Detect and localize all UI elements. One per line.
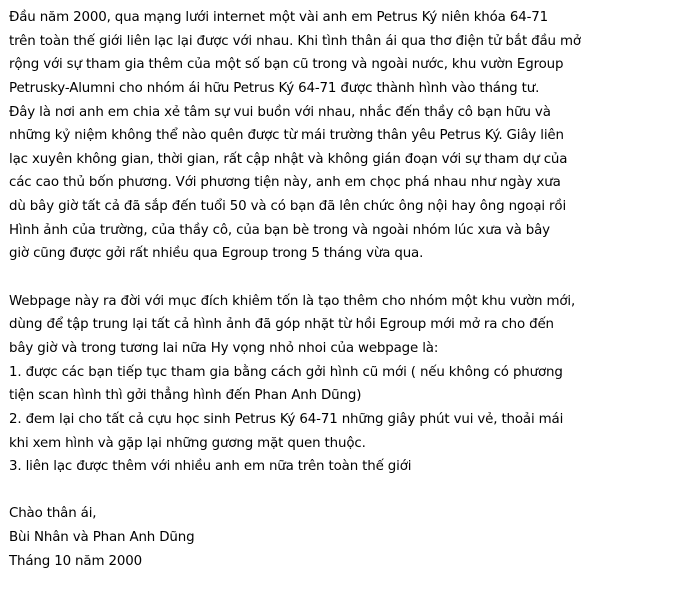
text-line: Đây là nơi anh em chia xẻ tâm sự vui buồn với nhau, nhắc đến thầy cô bạn hữu và — [9, 104, 551, 120]
text-line: rộng với sự tham gia thêm của một số bạn cũ trong và ngoài nước, khu vườn Egroup — [9, 57, 564, 73]
text-line: những kỷ niệm không thể nào quên được từ mái trường thân yêu Petrus Ký. Giây liên — [9, 128, 564, 144]
intro-paragraph — [9, 6, 674, 266]
text-line: bây giờ và trong tương lai nữa Hy vọng nhỏ nhoi của webpage là: — [9, 340, 439, 356]
text-line: giờ cũng được gởi rất nhiều qua Egroup trong 5 tháng vừa qua. — [9, 246, 424, 262]
closing-greeting: Chào thân ái, — [9, 506, 97, 522]
text-line: lạc xuyên không gian, thời gian, rất cập nhật và không gián đoạn với sự tham dự của — [9, 151, 568, 167]
text-line: trên toàn thế giới liên lạc lại được với nhau. Khi tình thân ái qua thơ điện tử bắt đầu mở — [9, 33, 581, 49]
paragraph-spacer — [9, 479, 674, 503]
text-line: tiện scan hình thì gởi thẳng hình đến Phan Anh Dũng) — [9, 388, 362, 404]
text-line: Hình ảnh của trường, của thầy cô, của bạn bè trong và ngoài nhóm lúc xưa và bây — [9, 222, 550, 238]
list-item-1: 1. được các bạn tiếp tục tham gia bằng cách gởi hình cũ mới ( nếu không có phương — [9, 364, 563, 380]
text-line: khi xem hình và gặp lại những gương mặt quen thuộc. — [9, 435, 366, 451]
signature-block — [9, 502, 674, 573]
text-line: các cao thủ bốn phương. Với phương tiện này, anh em chọc phá nhau như ngày xưa — [9, 175, 561, 191]
text-line: dùng để tập trung lại tất cả hình ảnh đã góp nhặt từ hồi Egroup mới mở ra cho đến — [9, 317, 554, 333]
author-names: Bùi Nhân và Phan Anh Dũng — [9, 530, 195, 546]
list-item-3: 3. liên lạc được thêm với nhiều anh em nữa trên toàn thế giới — [9, 459, 412, 475]
text-line: dù bây giờ tất cả đã sắp đến tuổi 50 và có bạn đã lên chức ông nội hay ông ngoại rồi — [9, 199, 567, 215]
purpose-paragraph — [9, 290, 674, 479]
text-line: Webpage này ra đời với mục đích khiêm tốn là tạo thêm cho nhóm một khu vườn mới, — [9, 293, 576, 309]
paragraph-spacer — [9, 266, 674, 290]
list-item-2: 2. đem lại cho tất cả cựu học sinh Petrus Ký 64-71 những giây phút vui vẻ, thoải mái — [9, 411, 564, 427]
text-line: Đầu năm 2000, qua mạng lưới internet một vài anh em Petrus Ký niên khóa 64-71 — [9, 10, 548, 25]
text-line: Petrusky-Alumni cho nhóm ái hữu Petrus Ký 64-71 được thành hình vào tháng tư. — [9, 80, 540, 96]
date-line: Tháng 10 năm 2000 — [9, 553, 142, 569]
